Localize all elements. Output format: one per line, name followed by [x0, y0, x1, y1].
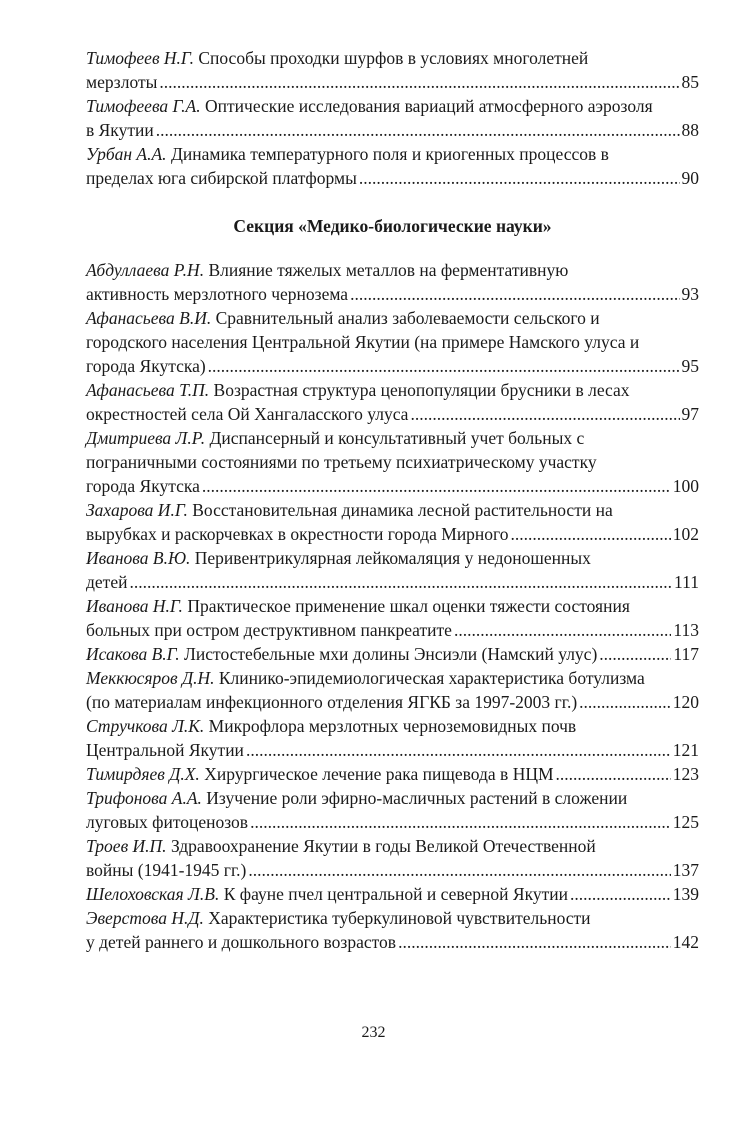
entry-author: Исакова В.Г. [86, 644, 180, 664]
entry-author: Троев И.П. [86, 836, 167, 856]
entry-page: 121 [672, 740, 699, 760]
entry-title-line: Динамика температурного поля и криогенных процессов в [170, 144, 609, 164]
entry-author: Иванова В.Ю. [86, 548, 191, 568]
entry-author: Абдуллаева Р.Н. [86, 260, 205, 280]
leader-dots [410, 402, 679, 426]
toc-entry [86, 498, 699, 546]
toc-entry [86, 642, 699, 666]
entry-title-line: городского населения Центральной Якутии (на примере Намского улуса и [86, 332, 640, 352]
entry-title-line: Характеристика туберкулиновой чувствительности [208, 908, 591, 928]
entry-title-line: у детей раннего и дошкольного возрастов [86, 932, 397, 952]
entry-page: 139 [672, 884, 699, 904]
entry-title-line: Хирургическое лечение рака пищевода в НЦМ [204, 764, 554, 784]
entry-title-line: пограничными состояниями по третьему психиатрическому участку [86, 452, 597, 472]
entry-title-line: Оптические исследования вариаций атмосферного аэрозоля [205, 96, 653, 116]
entry-title-line: города Якутска [86, 476, 200, 496]
leader-dots [599, 642, 671, 666]
entry-author: Захарова И.Г. [86, 500, 188, 520]
entry-title-line: Здравоохранение Якутии в годы Великой Отечественной [170, 836, 596, 856]
page-number: 232 [361, 1024, 386, 1041]
leader-dots [556, 762, 671, 786]
entry-title-line: Микрофлора мерзлотных черноземовидных почв [208, 716, 577, 736]
leader-dots [248, 858, 670, 882]
entry-title-line: Центральной Якутии [86, 740, 244, 760]
leader-dots [454, 618, 671, 642]
entry-author: Афанасьева В.И. [86, 308, 212, 328]
entry-author: Тимофеева Г.А. [86, 96, 201, 116]
entry-page: 100 [672, 476, 699, 496]
entry-author: Тимофеев Н.Г. [86, 48, 194, 68]
leader-dots [579, 690, 671, 714]
entry-page: 93 [681, 284, 699, 304]
toc-entry [86, 786, 699, 834]
toc-entry [86, 258, 699, 306]
toc-entry [86, 834, 699, 882]
entry-title-line: (по материалам инфекционного отделения ЯГКБ за 1997-2003 гг.) [86, 692, 578, 712]
entry-page: 90 [681, 168, 699, 188]
entry-author: Эверстова Н.Д. [86, 908, 204, 928]
entry-page: 113 [673, 620, 699, 640]
toc-entry [86, 882, 699, 906]
leader-dots [250, 810, 671, 834]
toc-entry [86, 666, 699, 714]
leader-dots [398, 930, 671, 954]
toc-entry [86, 762, 699, 786]
entry-page: 111 [674, 572, 699, 592]
entry-title-line: Возрастная структура ценопопуляции брусники в лесах [213, 380, 630, 400]
entry-author: Тимирдяев Д.Х. [86, 764, 200, 784]
entry-page: 137 [672, 860, 699, 880]
entry-title-line: в Якутии [86, 120, 154, 140]
entry-page: 120 [672, 692, 699, 712]
entry-title-line: Влияние тяжелых металлов на ферментативную [208, 260, 569, 280]
toc-entry [86, 426, 699, 498]
entry-title-line: окрестностей села Ой Хангаласского улуса [86, 404, 409, 424]
entry-page: 123 [672, 764, 699, 784]
leader-dots [246, 738, 671, 762]
entry-title-line: К фауне пчел центральной и северной Якутии [223, 884, 568, 904]
leader-dots [359, 166, 680, 190]
entry-title-line: Диспансерный и консультативный учет больных с [209, 428, 585, 448]
entry-title-line: Клинико-эпидемиологическая характеристика ботулизма [218, 668, 645, 688]
toc-entry [86, 46, 699, 94]
leader-dots [129, 570, 672, 594]
toc-entry [86, 94, 699, 142]
entry-page: 88 [681, 120, 699, 140]
entry-title-line: Восстановительная динамика лесной растительности на [192, 500, 613, 520]
entry-author: Трифонова А.А. [86, 788, 202, 808]
entry-title-line: больных при остром деструктивном панкреатите [86, 620, 452, 640]
entry-title-line: мерзлоты [86, 72, 158, 92]
entry-page: 85 [681, 72, 699, 92]
entry-title-line: Способы проходки шурфов в условиях многолетней [198, 48, 589, 68]
entry-page: 117 [673, 644, 699, 664]
leader-dots [156, 118, 680, 142]
entry-author: Иванова Н.Г. [86, 596, 183, 616]
toc-entry [86, 906, 699, 954]
entry-author: Дмитриева Л.Р. [86, 428, 206, 448]
leader-dots [208, 354, 680, 378]
toc-entry [86, 142, 699, 190]
entry-title-line: луговых фитоценозов [86, 812, 249, 832]
leader-dots [511, 522, 671, 546]
entry-page: 95 [681, 356, 699, 376]
entry-title-line: Практическое применение шкал оценки тяжести состояния [187, 596, 630, 616]
entry-title-line: Перивентрикулярная лейкомаляция у недоношенных [194, 548, 591, 568]
entry-title-line: Сравнительный анализ заболеваемости сельского и [215, 308, 600, 328]
leader-dots [202, 474, 671, 498]
entry-author: Меккюсяров Д.Н. [86, 668, 215, 688]
entry-author: Шелоховская Л.В. [86, 884, 220, 904]
entry-page: 102 [672, 524, 699, 544]
entry-author: Урбан А.А. [86, 144, 167, 164]
entry-title-line: города Якутска) [86, 356, 206, 376]
entry-title-line: войны (1941-1945 гг.) [86, 860, 247, 880]
entry-author: Афанасьева Т.П. [86, 380, 210, 400]
toc-entry [86, 378, 699, 426]
entry-author: Стручкова Л.К. [86, 716, 205, 736]
leader-dots [570, 882, 671, 906]
toc-entry [86, 546, 699, 594]
leader-dots [159, 70, 679, 94]
entry-title-line: активность мерзлотного чернозема [86, 284, 349, 304]
table-of-contents [86, 46, 699, 954]
entry-title-line: Листостебельные мхи долины Энсиэли (Намский улус) [184, 644, 598, 664]
section-title: Секция «Медико-биологические науки» [233, 216, 552, 236]
entry-title-line: детей [86, 572, 128, 592]
toc-entry [86, 594, 699, 642]
leader-dots [350, 282, 679, 306]
toc-entry [86, 714, 699, 762]
entry-page: 142 [672, 932, 699, 952]
entry-page: 125 [672, 812, 699, 832]
entry-title-line: Изучение роли эфирно-масличных растений в сложении [206, 788, 628, 808]
entry-page: 97 [681, 404, 699, 424]
entry-title-line: вырубках и раскорчевках в окрестности города Мирного [86, 524, 509, 544]
entry-title-line: пределах юга сибирской платформы [86, 168, 357, 188]
toc-entry [86, 306, 699, 378]
